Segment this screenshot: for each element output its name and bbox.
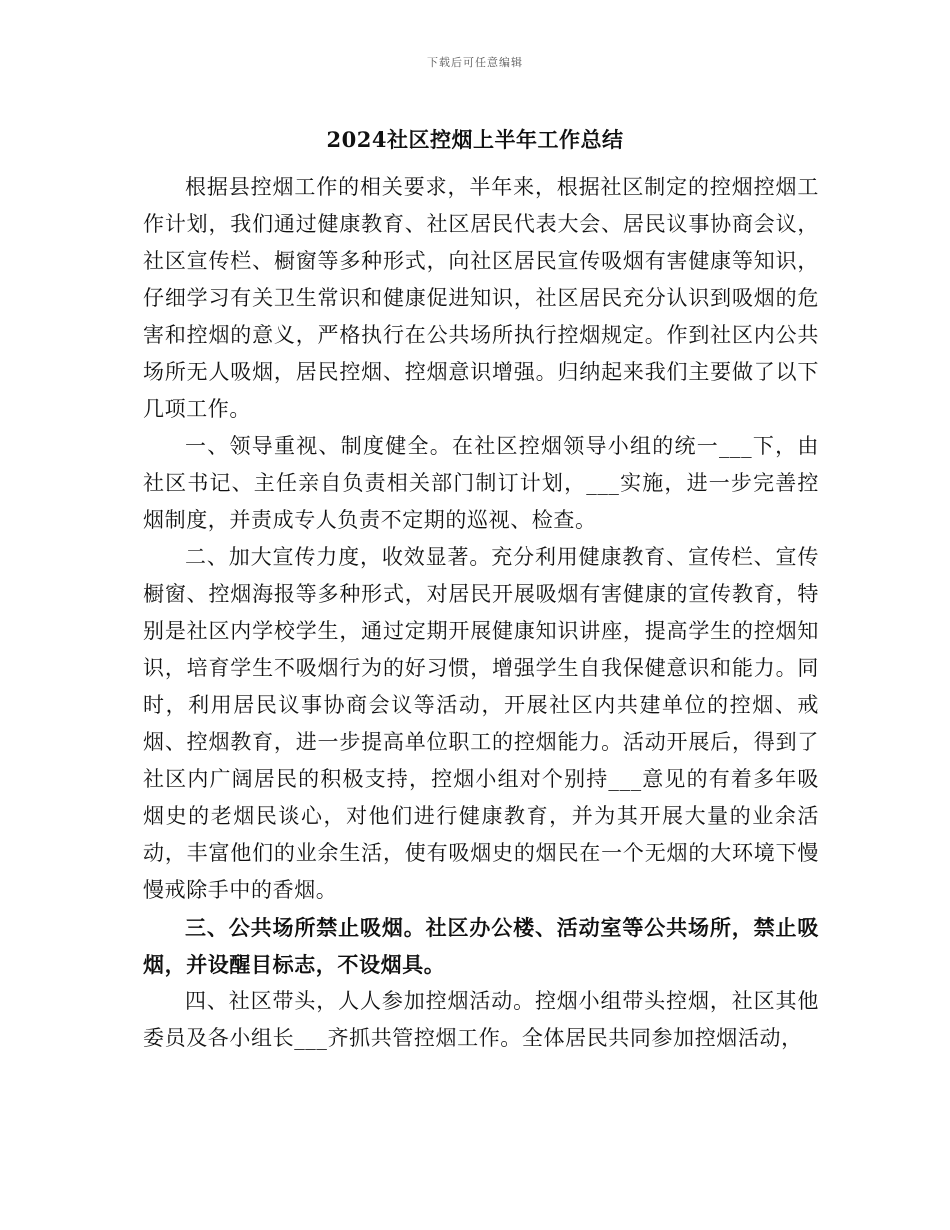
document-title: 2024社区控烟上半年工作总结 bbox=[326, 127, 624, 152]
document-body bbox=[143, 169, 819, 1057]
header-note: 下载后可任意编辑 bbox=[427, 56, 523, 69]
paragraph-section-2: 二、加大宣传力度，收效显著。充分利用健康教育、宣传栏、宣传橱窗、控烟海报等多种形式，对居民开展吸烟有害健康的宣传教育，特别是社区内学校学生，通过定期开展健康知识讲座，提高学生的控烟知识，培育学生不吸烟行为的好习惯，增强学生自我保健意识和能力。同时，利用居民议事协商会议等活动，开展社区内共建单位的控烟、戒烟、控烟教育，进一步提高单位职工的控烟能力。活动开展后，得到了社区内广阔居民的积极支持，控烟小组对个别持___意见的有着多年吸烟史的老烟民谈心，对他们进行健康教育，并为其开展大量的业余活动，丰富他们的业余生活，使有吸烟史的烟民在一个无烟的大环境下慢慢戒除手中的香烟。 bbox=[143, 545, 819, 902]
paragraph-intro: 根据县控烟工作的相关要求，半年来，根据社区制定的控烟控烟工作计划，我们通过健康教育、社区居民代表大会、居民议事协商会议，社区宣传栏、橱窗等多种形式，向社区居民宣传吸烟有害健康等知识，仔细学习有关卫生常识和健康促进知识，社区居民充分认识到吸烟的危害和控烟的意义，严格执行在公共场所执行控烟规定。作到社区内公共场所无人吸烟，居民控烟、控烟意识增强。归纳起来我们主要做了以下几项工作。 bbox=[143, 175, 819, 421]
paragraph-section-3: 三、公共场所禁止吸烟。社区办公楼、活动室等公共场所，禁止吸烟，并设醒目标志，不设烟具。 bbox=[143, 915, 819, 977]
paragraph-section-4: 四、社区带头，人人参加控烟活动。控烟小组带头控烟，社区其他委员及各小组长___齐抓共管控烟工作。全体居民共同参加控烟活动， bbox=[143, 989, 819, 1050]
paragraph-section-1: 一、领导重视、制度健全。在社区控烟领导小组的统一___下，由社区书记、主任亲自负责相关部门制订计划，___实施，进一步完善控烟制度，并责成专人负责不定期的巡视、检查。 bbox=[143, 434, 819, 532]
